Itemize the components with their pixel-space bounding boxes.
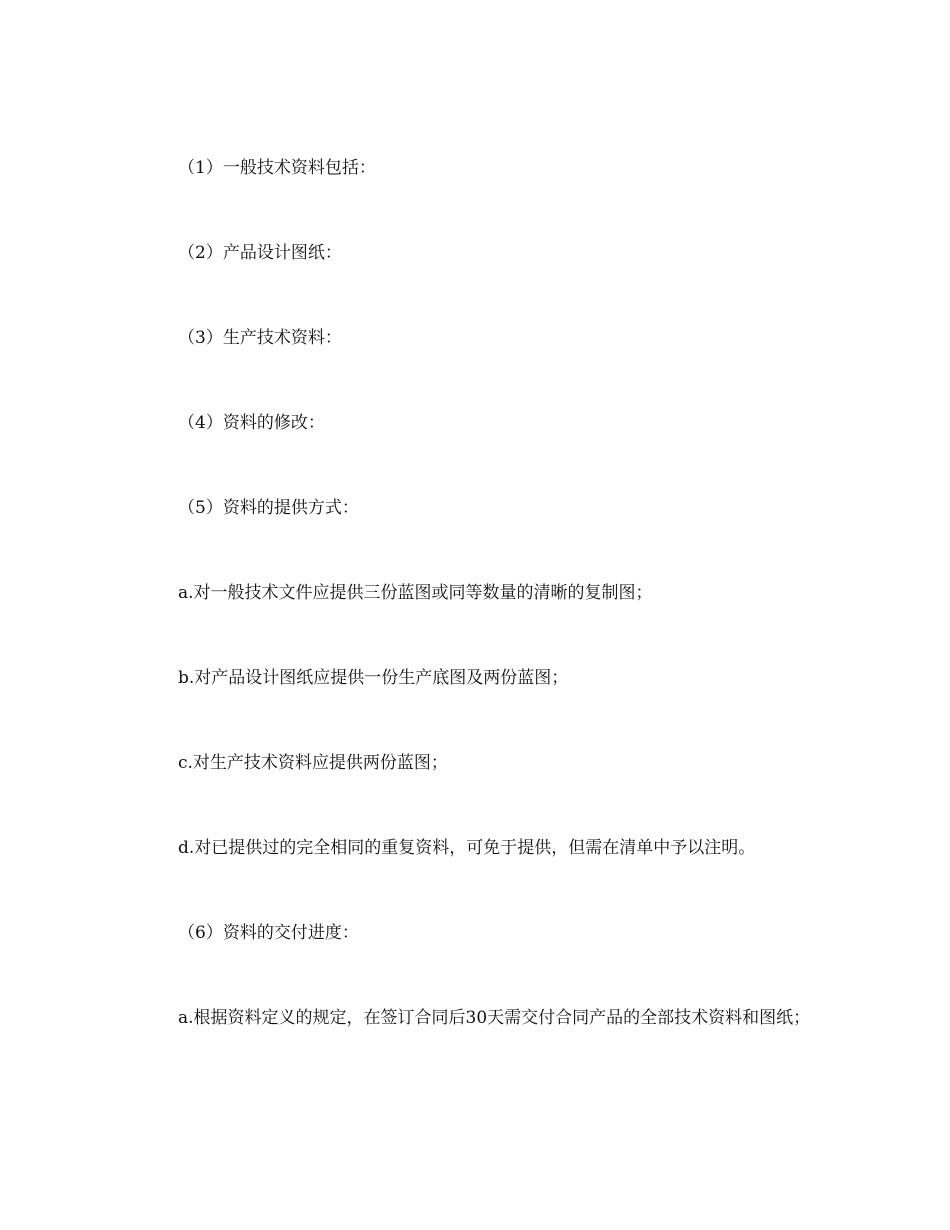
clause-1-general-technical-data: （1）一般技术资料包括： [178, 158, 376, 178]
clause-6-delivery-schedule: （6）资料的交付进度： [178, 923, 359, 943]
clause-2-product-design-drawings: （2）产品设计图纸： [178, 243, 342, 263]
clause-6a-delivery-deadline: a.根据资料定义的规定，在签订合同后30天需交付合同产品的全部技术资料和图纸； [178, 1008, 811, 1028]
clause-5-data-provision-method: （5）资料的提供方式： [178, 498, 359, 518]
clause-3-production-technical-data: （3）生产技术资料： [178, 328, 342, 348]
clause-4-data-modification: （4）资料的修改： [178, 413, 325, 433]
clause-5d-duplicate-data: d.对已提供过的完全相同的重复资料，可免于提供，但需在清单中予以注明。 [178, 838, 756, 858]
clause-5b-design-drawings: b.对产品设计图纸应提供一份生产底图及两份蓝图； [178, 668, 569, 688]
clause-5c-production-data: c.对生产技术资料应提供两份蓝图； [178, 753, 448, 773]
clause-5a-general-documents: a.对一般技术文件应提供三份蓝图或同等数量的清晰的复制图； [178, 583, 653, 603]
